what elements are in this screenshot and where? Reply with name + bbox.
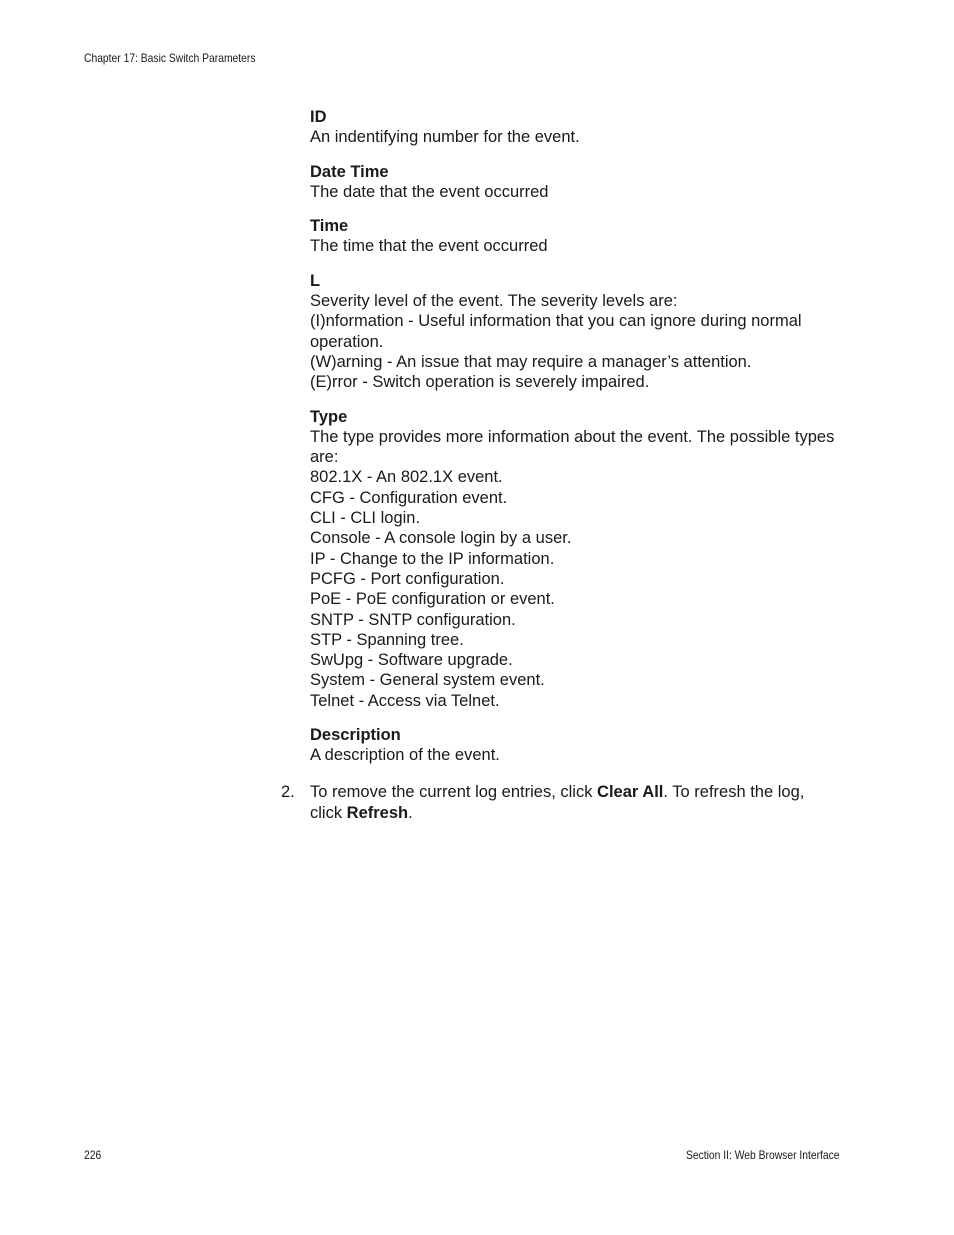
type-item: 802.1X - An 802.1X event. <box>310 468 503 487</box>
term-description: An indentifying number for the event. <box>310 128 580 147</box>
term-description: The type provides more information about the event. The possible types are: <box>310 427 835 467</box>
type-item: SNTP - SNTP configuration. <box>310 610 516 629</box>
page-number: 226 <box>84 1148 102 1162</box>
term-description: Severity level of the event. The severity levels are: <box>310 292 678 311</box>
running-header: Chapter 17: Basic Switch Parameters <box>84 51 256 65</box>
term-title: Type <box>310 407 348 426</box>
term-title: ID <box>310 108 327 126</box>
term-description: A description of the event. <box>310 746 500 765</box>
step-text-part: . To refresh the log, click <box>310 783 805 822</box>
step-text-part: . <box>408 804 413 822</box>
step-number: 2. <box>281 783 295 801</box>
type-item: STP - Spanning tree. <box>310 630 464 649</box>
refresh-label: Refresh <box>346 804 409 822</box>
type-item: CLI - CLI login. <box>310 509 421 528</box>
term-description: The date that the event occurred <box>310 182 549 201</box>
type-item: PoE - PoE configuration or event. <box>310 590 555 609</box>
severity-warning: (W)arning - An issue that may require a manager’s attention. <box>310 352 752 371</box>
definition-id <box>310 107 840 148</box>
definition-description <box>310 725 840 766</box>
step-text-part: To remove the current log entries, click <box>310 783 598 801</box>
type-item: Console - A console login by a user. <box>310 529 572 548</box>
definition-list <box>310 107 840 780</box>
type-item: SwUpg - Software upgrade. <box>310 651 513 670</box>
type-item: IP - Change to the IP information. <box>310 549 555 568</box>
step-text <box>310 782 840 824</box>
definition-time <box>310 216 840 257</box>
section-footer: Section II: Web Browser Interface <box>686 1148 840 1162</box>
type-item: CFG - Configuration event. <box>310 488 508 507</box>
definition-type <box>310 407 840 711</box>
term-title: Date Time <box>310 162 389 181</box>
type-item: Telnet - Access via Telnet. <box>310 691 500 710</box>
definition-date-time <box>310 162 840 203</box>
definition-level <box>310 271 840 393</box>
term-title: Time <box>310 217 349 236</box>
term-title: Description <box>310 726 401 745</box>
type-item: PCFG - Port configuration. <box>310 569 505 588</box>
term-description: The time that the event occurred <box>310 237 548 256</box>
clear-all-label: Clear All <box>597 783 664 801</box>
severity-information: (I)nformation - Useful information that you can ignore during normal operation. <box>310 312 802 351</box>
type-item: System - General system event. <box>310 671 545 690</box>
severity-error: (E)rror - Switch operation is severely impaired. <box>310 373 650 392</box>
term-title: L <box>310 271 321 290</box>
